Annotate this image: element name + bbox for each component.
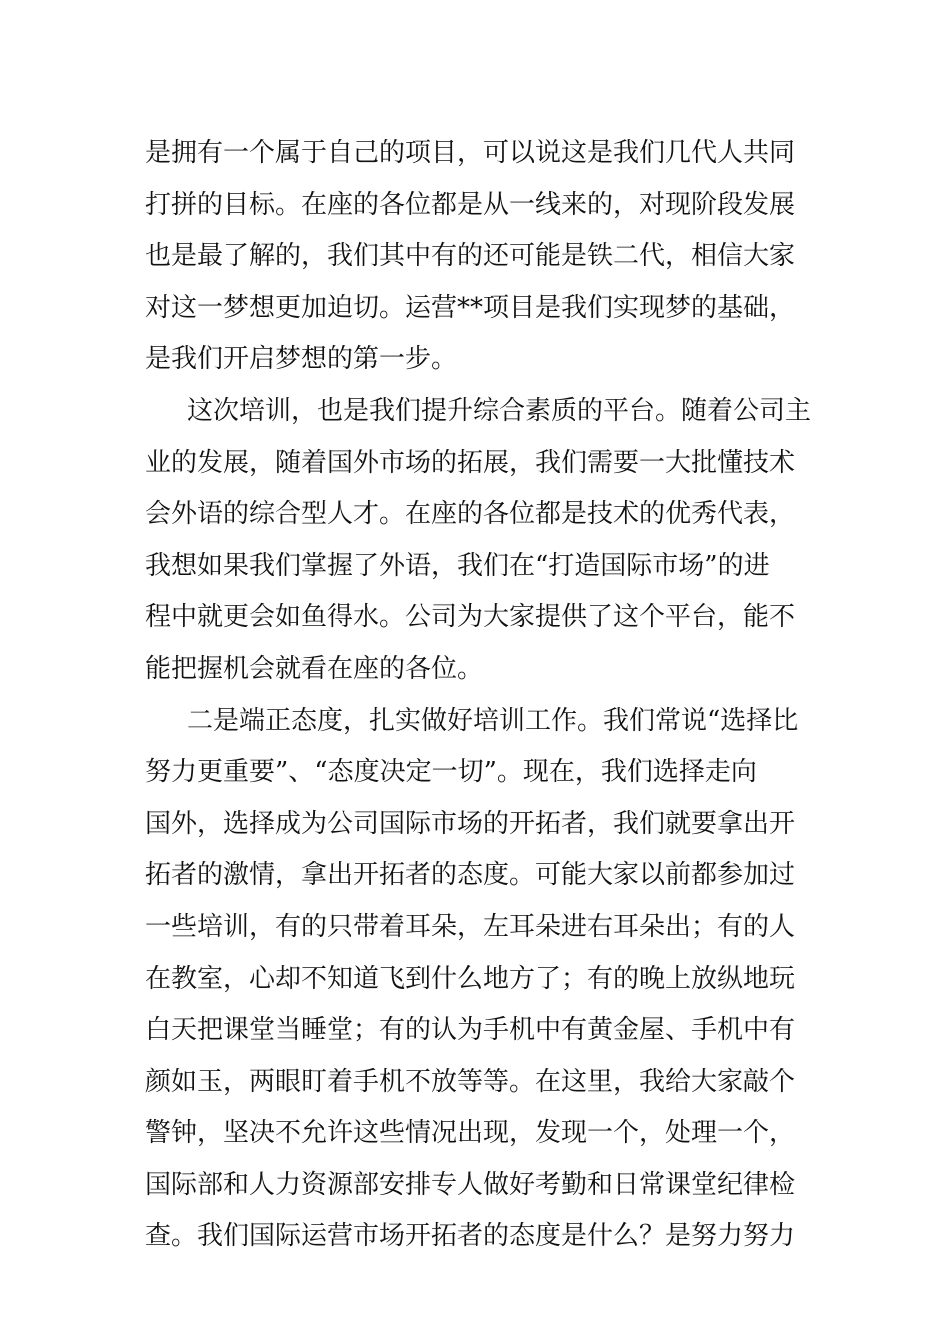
paragraph-3 <box>145 696 805 1264</box>
text-line: 国际部和人力资源部安排专人做好考勤和日常课堂纪律检 <box>145 1169 796 1200</box>
text-line: 也是最了解的，我们其中有的还可能是铁二代，相信大家 <box>145 241 796 272</box>
text-line: 一些培训，有的只带着耳朵，左耳朵进右耳朵出；有的人 <box>145 911 796 942</box>
text-line: 程中就更会如鱼得水。公司为大家提供了这个平台，能不 <box>145 602 796 633</box>
paragraph-2 <box>145 386 812 696</box>
text-line: 国外，选择成为公司国际市场的开拓者，我们就要拿出开 <box>145 808 796 839</box>
text-line: 白天把课堂当睡堂；有的认为手机中有黄金屋、手机中有 <box>145 1015 796 1046</box>
text-line: 警钟，坚决不允许这些情况出现，发现一个，处理一个， <box>145 1118 796 1149</box>
text-line: 拓者的激情，拿出开拓者的态度。可能大家以前都参加过 <box>145 860 796 891</box>
text-line: 这次培训，也是我们提升综合素质的平台。随着公司主 <box>187 395 812 426</box>
text-line: 会外语的综合型人才。在座的各位都是技术的优秀代表， <box>145 499 796 530</box>
text-line: 打拼的目标。在座的各位都是从一线来的，对现阶段发展 <box>145 189 796 220</box>
text-line: 查。我们国际运营市场开拓者的态度是什么？是努力努力 <box>145 1221 796 1252</box>
text-line: 是我们开启梦想的第一步。 <box>145 344 458 375</box>
text-line: 业的发展，随着国外市场的拓展，我们需要一大批懂技术 <box>145 447 796 478</box>
text-line: 颜如玉，两眼盯着手机不放等等。在这里，我给大家敲个 <box>145 1066 796 1097</box>
text-line: 是拥有一个属于自己的项目，可以说这是我们几代人共同 <box>145 138 796 168</box>
text-line: 在教室，心却不知道飞到什么地方了；有的晚上放纵地玩 <box>145 963 796 994</box>
text-line: 二是端正态度，扎实做好培训工作。我们常说“选择比 <box>187 705 799 736</box>
text-line: 我想如果我们掌握了外语，我们在“打造国际市场”的进 <box>145 550 770 581</box>
paragraph-1 <box>145 128 805 386</box>
document-body <box>145 128 812 1263</box>
text-line: 努力更重要”、“态度决定一切”。现在，我们选择走向 <box>145 757 757 788</box>
text-line: 能把握机会就看在座的各位。 <box>145 653 484 684</box>
text-line: 对这一梦想更加迫切。运营**项目是我们实现梦的基础， <box>145 292 796 323</box>
